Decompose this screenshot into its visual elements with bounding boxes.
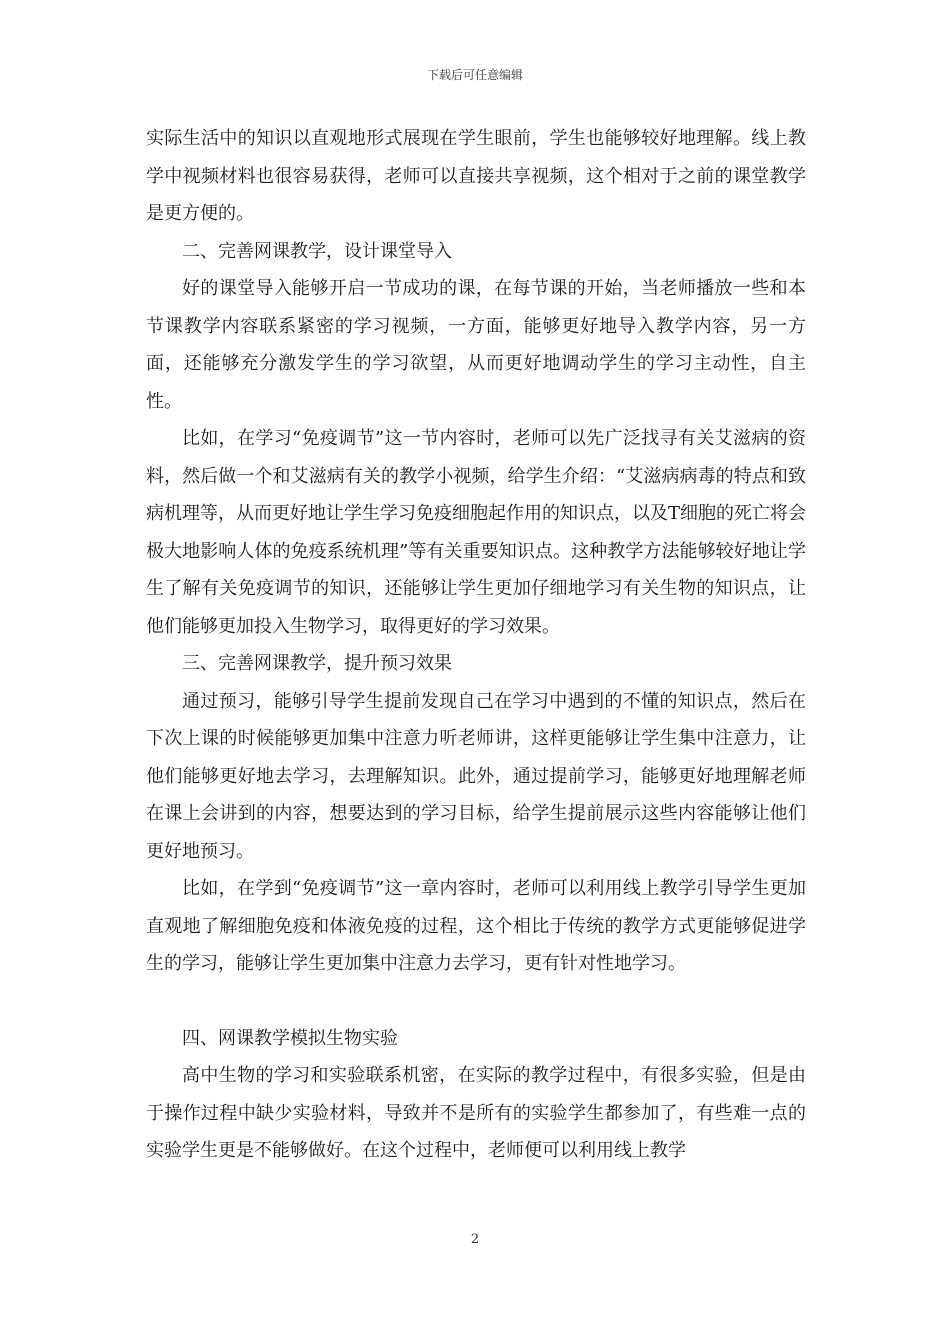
section-heading-2: 二、完善网课教学，设计课堂导入: [182, 240, 452, 262]
section-heading-4: 四、网课教学模拟生物实验: [182, 1027, 398, 1049]
paragraph-continuation: 实际生活中的知识以直观地形式展现在学生眼前，学生也能够较好地理解。线上教学中视频材料也很容易获得，老师可以直接共享视频，这个相对于之前的课堂教学是更方便的。: [146, 128, 806, 224]
paragraph-classroom-intro: 好的课堂导入能够开启一节成功的课，在每节课的开始，当老师播放一些和本节课教学内容联系紧密的学习视频，一方面，能够更好地导入教学内容，另一方面，还能够充分激发学生的学习欲望，从而更好地调动学生的学习主动性，自主性。: [146, 278, 806, 412]
document-body: [146, 120, 806, 1170]
page-header: 下载后可任意编辑: [426, 68, 523, 82]
page-number: 2: [470, 1232, 480, 1247]
paragraph-aids-example: 比如，在学习“免疫调节”这一节内容时，老师可以先广泛找寻有关艾滋病的资料，然后做一个和艾滋病有关的教学小视频，给学生介绍：“艾滋病病毒的特点和致病机理等，从而更好地让学生学习免疫细胞起作用的知识点，以及T细胞的死亡将会极大地影响人体的免疫系统机理”等有关重要知识点。这种教学方法能够较好地让学生了解有关免疫调节的知识，还能够让学生更加仔细地学习有关生物的知识点，让他们能够更加投入生物学习，取得更好的学习效果。: [146, 428, 807, 637]
section-heading-3: 三、完善网课教学，提升预习效果: [182, 653, 452, 674]
paragraph-experiments: 高中生物的学习和实验联系机密，在实际的教学过程中，有很多实验，但是由于操作过程中缺少实验材料，导致并不是所有的实验学生都参加了，有些难一点的实验学生更是不能够做好。在这个过程中，老师便可以利用线上教学: [146, 1065, 806, 1161]
paragraph-immune-example: 比如，在学到“免疫调节”这一章内容时，老师可以利用线上教学引导学生更加直观地了解细胞免疫和体液免疫的过程，这个相比于传统的教学方式更能够促进学生的学习，能够让学生更加集中注意力去学习，更有针对性地学习。: [146, 878, 806, 974]
paragraph-preview: 通过预习，能够引导学生提前发现自己在学习中遇到的不懂的知识点，然后在下次上课的时候能够更加集中注意力听老师讲，这样更能够让学生集中注意力，让他们能够更好地去学习，去理解知识。此外，通过提前学习，能够更好地理解老师在课上会讲到的内容，想要达到的学习目标，给学生提前展示这些内容能够让他们更好地预习。: [146, 690, 806, 862]
